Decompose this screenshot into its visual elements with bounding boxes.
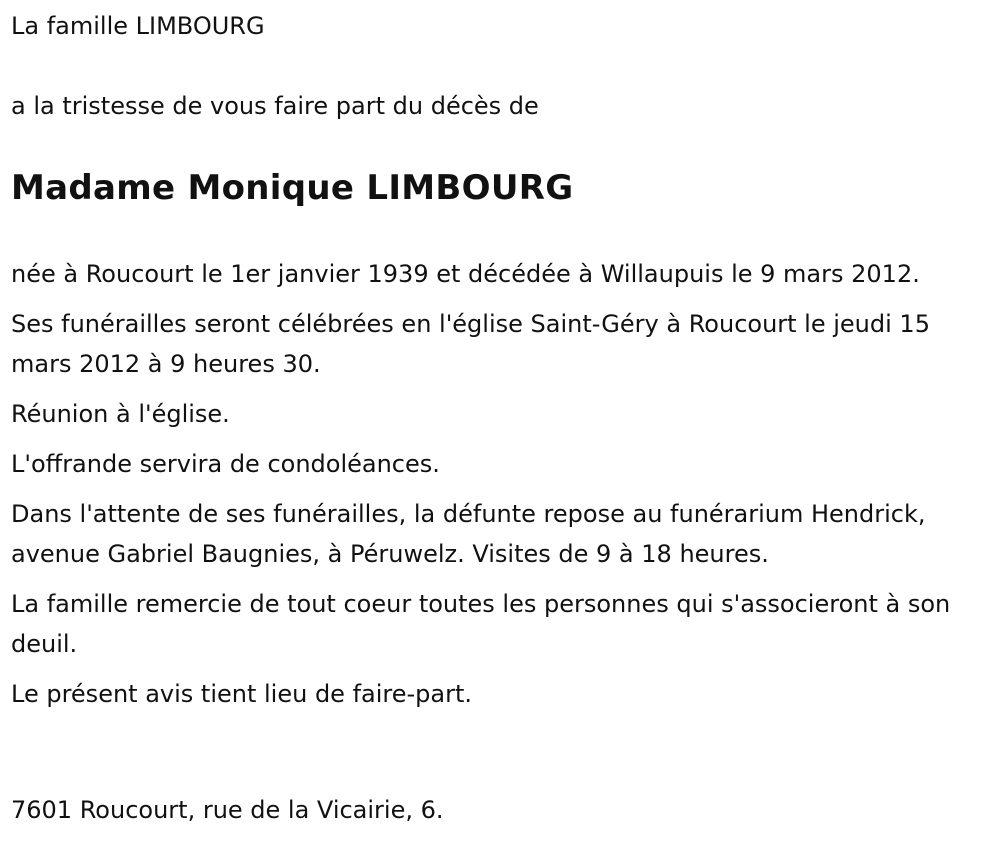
announcement-line: a la tristesse de vous faire part du décès de	[11, 92, 539, 120]
meeting-paragraph: Réunion à l'église.	[11, 400, 230, 428]
thanks-paragraph: La famille remercie de tout coeur toutes les personnes qui s'associeront à son deuil.	[11, 590, 951, 658]
address-line: 7601 Roucourt, rue de la Vicairie, 6.	[11, 796, 444, 824]
funeral-paragraph: Ses funérailles seront célébrées en l'église Saint-Géry à Roucourt le jeudi 15 mars 2012 à 9 heures 30.	[11, 310, 930, 378]
deceased-name: Madame Monique LIMBOURG	[11, 168, 574, 208]
birth-death-paragraph: née à Roucourt le 1er janvier 1939 et décédée à Willaupuis le 9 mars 2012.	[11, 260, 920, 288]
offering-paragraph: L'offrande servira de condoléances.	[11, 450, 440, 478]
faire-part-paragraph: Le présent avis tient lieu de faire-part.	[11, 680, 473, 708]
family-line: La famille LIMBOURG	[11, 12, 265, 40]
funerarium-paragraph: Dans l'attente de ses funérailles, la défunte repose au funérarium Hendrick, avenue Gabriel Baugnies, à Péruwelz. Visites de 9 à 18 heures.	[11, 500, 926, 568]
notice-body	[11, 254, 989, 724]
